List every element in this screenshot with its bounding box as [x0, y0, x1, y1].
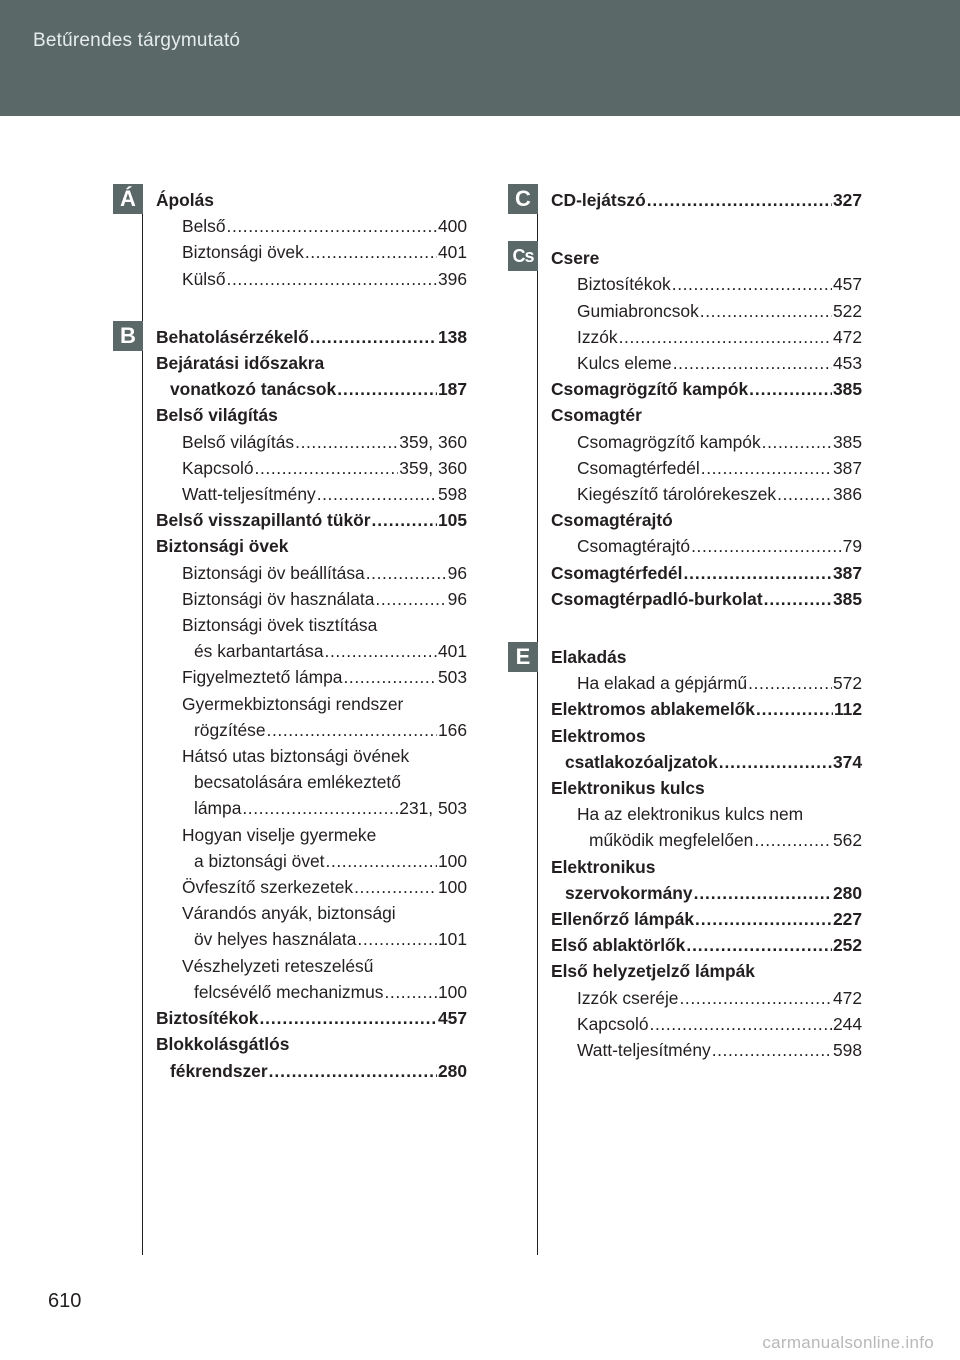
letter-tab-c: C — [508, 184, 538, 214]
index-subheading: Várandós anyák, biztonsági — [182, 903, 396, 924]
index-subheading: Ha az elektronikus kulcs nem — [577, 804, 804, 825]
watermark-text: carmanualsonline.info — [762, 1333, 934, 1352]
right-column-rule — [537, 184, 538, 1255]
index-subheading: becsatolására emlékeztető — [194, 772, 401, 793]
index-entry: Watt-teljesítmény ..... 598 — [551, 1037, 862, 1063]
index-entry: működik megfelelően ..... 562 — [551, 827, 862, 853]
index-entry: Behatolásérzékelő ..... 138 — [156, 324, 467, 350]
index-entry: Belső ..... 400 — [156, 213, 467, 239]
index-heading: Biztonsági övek — [156, 536, 289, 557]
index-entry: fékrendszer ..... 280 — [156, 1058, 467, 1084]
index-entry: Kiegészítő tárolórekeszek ..... 386 — [551, 481, 862, 507]
index-entry: Kapcsoló ..... 244 — [551, 1011, 862, 1037]
index-heading: Ápolás — [156, 190, 214, 210]
index-entry: Első ablaktörlők ..... 252 — [551, 932, 862, 958]
index-entry: Elektromos ablakemelők ..... 112 — [551, 696, 862, 722]
index-entry: öv helyes használata ..... 101 — [156, 926, 467, 952]
index-entry: rögzítése ..... 166 — [156, 717, 467, 743]
index-entry: és karbantartása ..... 401 — [156, 638, 467, 664]
index-heading: Elektromos — [551, 725, 646, 746]
letter-tab-e: E — [508, 642, 538, 672]
index-heading: Első helyzetjelző lámpák — [551, 961, 755, 982]
index-entry: Ellenőrző lámpák ..... 227 — [551, 906, 862, 932]
index-entry: Figyelmeztető lámpa ..... 503 — [156, 664, 467, 690]
index-entry: Gumiabroncsok ..... 522 — [551, 298, 862, 324]
page-title: Betűrendes tárgymutató — [33, 30, 241, 51]
index-entry: Csomagtérfedél ..... 387 — [551, 560, 862, 586]
index-subheading: Hogyan viselje gyermeke — [182, 824, 377, 845]
index-entry: a biztonsági övet ..... 100 — [156, 848, 467, 874]
index-heading: Elakadás — [551, 647, 627, 668]
index-heading: Csomagtérajtó — [551, 510, 673, 531]
index-entry: Biztonsági öv beállítása ..... 96 — [156, 560, 467, 586]
index-heading: Bejáratási időszakra — [156, 353, 325, 374]
index-heading: Blokkolásgátlós — [156, 1034, 290, 1055]
index-column-left — [156, 187, 467, 1084]
index-entry: Biztosítékok ..... 457 — [156, 1005, 467, 1031]
letter-tab-b: B — [113, 321, 143, 351]
index-entry: CD-lejátszó ..... 327 — [551, 187, 862, 213]
index-column-right — [551, 187, 862, 1063]
index-subheading: Hátsó utas biztonsági övének — [182, 746, 410, 767]
index-entry: Csomagrögzítő kampók ..... 385 — [551, 376, 862, 402]
letter-tab-a-acute: Á — [113, 184, 143, 214]
index-entry: felcsévélő mechanizmus ..... 100 — [156, 979, 467, 1005]
index-entry: Ha elakad a gépjármű ..... 572 — [551, 670, 862, 696]
index-entry: Biztonsági öv használata ..... 96 — [156, 586, 467, 612]
index-heading: Csomagtér — [551, 405, 642, 426]
index-entry: Belső visszapillantó tükör ..... 105 — [156, 507, 467, 533]
index-entry: Övfeszítő szerkezetek ..... 100 — [156, 874, 467, 900]
page-number: 610 — [48, 1290, 82, 1312]
index-entry: Csomagtérfedél ..... 387 — [551, 455, 862, 481]
index-entry: szervokormány ..... 280 — [551, 880, 862, 906]
index-entry: Csomagtérajtó ..... 79 — [551, 533, 862, 559]
index-entry: Csomagrögzítő kampók ..... 385 — [551, 429, 862, 455]
index-entry: vonatkozó tanácsok ..... 187 — [156, 376, 467, 402]
index-heading: Belső világítás — [156, 405, 278, 426]
index-entry: Watt-teljesítmény ..... 598 — [156, 481, 467, 507]
index-heading: Elektronikus — [551, 856, 656, 877]
index-entry: Csomagtérpadló-burkolat ..... 385 — [551, 586, 862, 612]
index-entry: lámpa ..... 231, 503 — [156, 795, 467, 821]
index-entry: Izzók cseréje ..... 472 — [551, 985, 862, 1011]
index-entry: Biztosítékok ..... 457 — [551, 271, 862, 297]
index-entry: Izzók ..... 472 — [551, 324, 862, 350]
index-subheading: Biztonsági övek tisztítása — [182, 615, 378, 636]
index-entry: Kulcs eleme ..... 453 — [551, 350, 862, 376]
index-entry: Biztonsági övek ..... 401 — [156, 239, 467, 265]
header-bar — [0, 0, 960, 116]
index-entry: Belső világítás ..... 359, 360 — [156, 429, 467, 455]
index-entry: csatlakozóaljzatok ..... 374 — [551, 749, 862, 775]
index-entry: Kapcsoló ..... 359, 360 — [156, 455, 467, 481]
index-heading: Elektronikus kulcs — [551, 778, 705, 799]
letter-tab-cs: Cs — [508, 241, 538, 271]
index-heading: Csere — [551, 248, 600, 269]
index-entry: Külső ..... 396 — [156, 266, 467, 292]
index-subheading: Gyermekbiztonsági rendszer — [182, 693, 404, 714]
index-subheading: Vészhelyzeti reteszelésű — [182, 955, 374, 976]
